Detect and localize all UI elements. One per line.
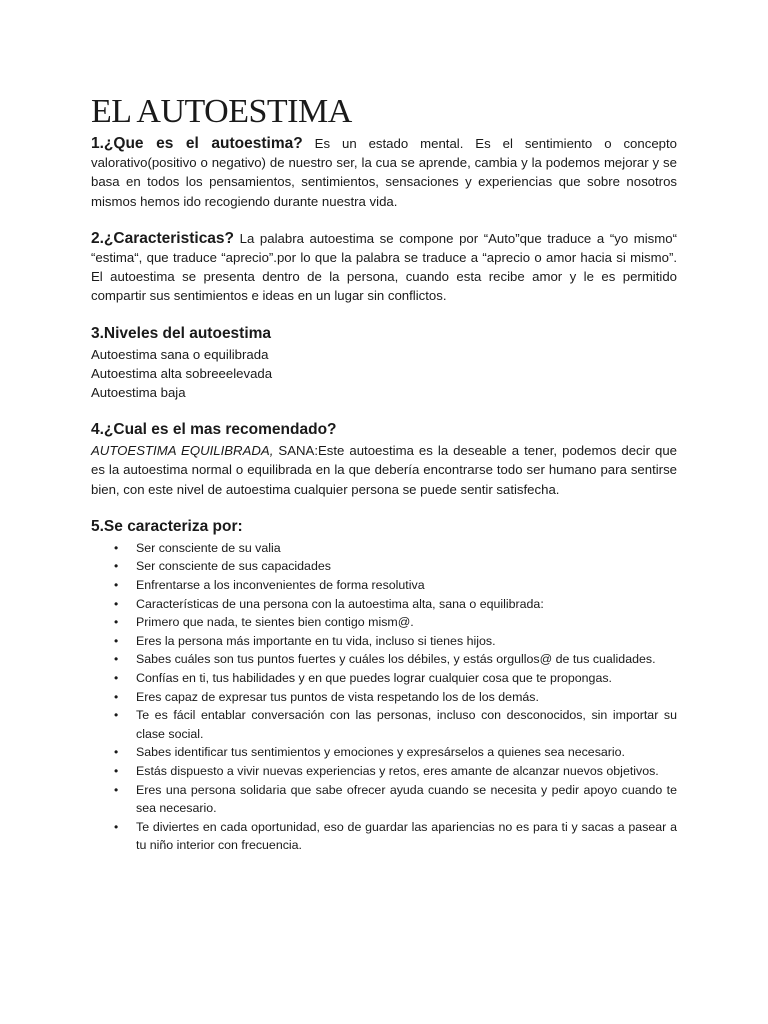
level-item: Autoestima sana o equilibrada — [91, 346, 269, 362]
list-item — [114, 539, 677, 558]
list-item-text: Características de una persona con la autoestima alta, sana o equilibrada: — [136, 596, 544, 611]
list-item — [114, 688, 677, 707]
bullet-icon: • — [114, 633, 119, 648]
list-item-text: Ser consciente de su valia — [136, 540, 281, 555]
list-item — [114, 632, 677, 651]
list-item — [114, 576, 677, 595]
bullet-icon: • — [114, 652, 119, 667]
section-2-text: La palabra autoestima se compone por “Auto”que traduce a “yo mismo“ “estima“, que traduce “aprecio”.por lo que la palabra se traduce a “aprecio o amor hacia si mismo”. El autoestima se presenta dentro de la persona, cuando esta recibe amor y le es permitido compartir sus sentimientos e ideas en un lugar sin conflictos. — [91, 230, 677, 304]
bullet-icon: • — [114, 782, 119, 797]
bullet-icon: • — [114, 578, 119, 593]
list-item-text: Eres capaz de expresar tus puntos de vista respetando los de los demás. — [136, 689, 539, 704]
list-item-text: Eres la persona más importante en tu vida, incluso si tienes hijos. — [136, 633, 496, 648]
section-1-paragraph — [91, 134, 677, 211]
list-item — [114, 613, 677, 632]
section-1-text: Es un estado mental. Es el sentimiento o concepto valorativo(positivo o negativo) de nuestro ser, la cua se aprende, cambia y la podemos mejorar y se basa en todos los pensamientos, sentimientos, sensaciones y experiencias que sobre nosotros mismos hemos ido recogiendo durante nuestra vida. — [91, 136, 677, 209]
bullet-icon: • — [114, 671, 119, 685]
section-4-text: SANA:Este autoestima es la deseable a tener, podemos decir que es la autoestima normal o equilibrada en la que debería encontrarse todo ser humano para sentirse bien, con este nivel de autoestima cualquier persona se puede sentir satisfecha. — [91, 443, 678, 497]
bullet-icon: • — [114, 596, 119, 611]
section-4-paragraph — [91, 441, 677, 499]
list-item-text: Estás dispuesto a vivir nuevas experiencias y retos, eres amante de alcanzar nuevos objetivos. — [136, 763, 659, 778]
list-item-text: Sabes cuáles son tus puntos fuertes y cuáles los débiles, y estás orgullos@ de tus cualidades. — [136, 652, 656, 667]
section-2-paragraph — [91, 229, 677, 306]
bullet-icon: • — [114, 559, 119, 574]
list-item-text: Sabes identificar tus sentimientos y emociones y expresárselos a quienes sea necesario. — [136, 745, 626, 760]
list-item — [114, 818, 677, 855]
list-item — [114, 781, 677, 818]
list-item — [114, 595, 677, 614]
list-item — [114, 706, 677, 743]
bullet-icon: • — [114, 540, 119, 555]
section-4-heading: 4.¿Cual es el mas recomendado? — [91, 421, 337, 439]
list-item-text: Ser consciente de sus capacidades — [136, 559, 331, 574]
section-5 — [91, 517, 677, 855]
bullet-icon: • — [114, 819, 119, 834]
list-item — [114, 650, 677, 669]
section-2 — [91, 229, 677, 306]
bullet-icon: • — [114, 689, 119, 704]
bullet-icon: • — [114, 745, 119, 760]
list-item-text: Confías en ti, tus habilidades y en que puedes lograr cualquier cosa que te propongas. — [136, 671, 612, 685]
level-item: Autoestima alta sobreeelevada — [91, 365, 273, 381]
characteristics-list — [91, 539, 677, 855]
list-item — [114, 743, 677, 762]
list-item-text: Enfrentarse a los inconvenientes de forma resolutiva — [136, 578, 425, 593]
list-item — [114, 557, 677, 576]
level-item: Autoestima baja — [91, 385, 186, 401]
section-5-heading: 5.Se caracteriza por: — [91, 517, 243, 535]
list-item — [114, 669, 677, 688]
document-title: EL AUTOESTIMA — [91, 93, 352, 130]
list-item-text: Primero que nada, te sientes bien contigo mism@. — [136, 615, 414, 630]
list-item-text: Te diviertes en cada oportunidad, eso de guardar las apariencias no es para ti y sacas a pasear a tu niño interior con frecuencia. — [136, 819, 677, 853]
section-1 — [91, 134, 677, 211]
bullet-icon: • — [114, 763, 119, 778]
section-4 — [91, 420, 677, 499]
section-3-heading: 3.Niveles del autoestima — [91, 324, 272, 342]
section-3 — [91, 324, 677, 403]
list-item-text: Eres una persona solidaria que sabe ofrecer ayuda cuando se necesita y pedir apoyo cuando te sea necesario. — [136, 782, 677, 816]
levels-list — [91, 345, 677, 403]
bullet-icon: • — [114, 615, 119, 630]
list-item — [114, 762, 677, 781]
bullet-icon: • — [114, 708, 119, 723]
section-4-italic-lead: AUTOESTIMA EQUILIBRADA, — [91, 443, 274, 459]
list-item-text: Te es fácil entablar conversación con las personas, incluso con desconocidos, sin importar su clase social. — [136, 708, 677, 741]
section-1-heading: 1.¿Que es el autoestima? — [91, 135, 303, 152]
section-2-heading: 2.¿Caracteristicas? — [91, 229, 235, 247]
